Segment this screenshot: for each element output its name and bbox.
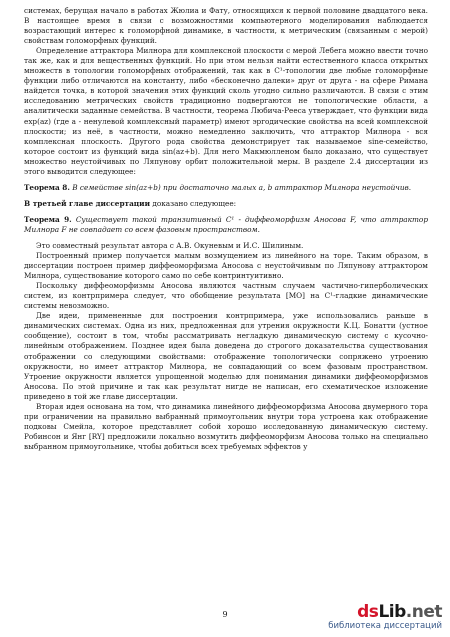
dslib-brand-net: .net (405, 602, 442, 622)
dslib-logo (328, 604, 442, 631)
theorem-9-head: Теорема 9. (24, 214, 72, 224)
chapter-three-intro (24, 199, 428, 209)
paragraph-second-idea: Вторая идея основана на том, что динамика линейного диффеоморфизма Аносова двумерного тора при ограничении на правильно выбранный прямоугольник внутри тора устроена как отображение подковы Смейла, которое представляет собой хорошо исследованную динамическую систему. Робинсон и Янг [RY] предложили локально возмутить диффеоморфизм Аносова только на специально выбранном прямоугольнике, чтобы добиться всех требуемых эффектов у (24, 401, 428, 451)
dslib-brand-lib: Lib (378, 602, 406, 622)
theorem-9 (24, 215, 428, 235)
dslib-watermark (328, 604, 442, 631)
paragraph-example: Построенный пример получается малым возмущением из линейного на торе. Таким образом, в диссертации построен пример диффеоморфизма Аносова с неустойчивым по Ляпунову аттрактором Милнора, существование которого само по себе контринтуитивно. (24, 251, 428, 281)
theorem-8-head: Теорема 8. (24, 182, 70, 192)
chapter-three-bold: В третьей главе диссертации (24, 198, 151, 208)
paragraph-anosov: Поскольку диффеоморфизмы Аносова являются частным случаем частично-гиперболических систем, из контрпримера следует, что обобщение результата [MO] на C¹-гладкие динамические системы невозможно. (24, 281, 428, 311)
chapter-three-text: доказано следующее: (150, 198, 237, 208)
paragraph-milnor-definition: Определение аттрактора Милнора для комплексной плоскости с мерой Лебега можно ввести точно так же, как и для вещественных функций. Но при этом нельзя найти естественного класса открытых множеств в топологии голоморфных отображений, так как в C¹-топологии две любые голоморфные функции либо отличаются на константу, либо «бесконечно далеки» друг от друга - на сфере Римана найдется точка, в которой значения этих функций сколь угодно сильно различаются. В связи с этим исследованию метрических свойств традиционно подвергаются не топологические области, а аналитически заданные семейства. В частности, теорема Любича-Рееса утверждает, что функции вида exp(az) (где a - ненулевой комплексный параметр) имеют эргодические свойства на всей комплексной плоскости; из неё, в частности, можно немедленно заключить, что аттрактор Милнора - вся комплексная плоскость. Другого рода свойства демонстрирует так называемое sine-семейство, которое состоит из функций вида sin(az+b). Для него Макмюлленом было доказано, что существует множество неустойчивых по Ляпунову орбит положительной меры. В разделе 2.4 диссертации из этого выводится следующее: (24, 46, 428, 176)
theorem-8-body: В семействе sin(az+b) при достаточно малых a, b аттрактор Милнора неустойчив. (72, 182, 412, 192)
paragraph-two-ideas: Две идеи, примененные для построения контрпримера, уже использовались раньше в динамических системах. Одна из них, предложенная для утрения окружности К.Ц. Бонатти (устное сообщение), состоит в том, чтобы рассматривать негладкую динамическую систему с кусочно-линейным отображением. Позднее идея была доведена до строгого доказательства существования отображении со следующими свойствами: отображение топологически сопряжено утроению окружности, но имеет аттрактор Милнора, не совпадающий со всем фазовым пространством. Утроение окружности является упрощенной моделью для понимания динамики диффеоморфизмов Аносова. По этой причине и так как результат нигде не написан, его схематическое изложение приведено в той же главе диссертации. (24, 311, 428, 401)
dslib-brand-ds: ds (357, 602, 379, 622)
theorem-9-body: Существует такой транзитивный C¹ - диффеоморфизм Аносова F, что аттрактор Милнора F не совпадает со всем фазовым пространством. (24, 214, 428, 234)
dslib-brand (357, 604, 442, 621)
document-body (24, 6, 428, 452)
paragraph-1: системах, берущая начало в работах Жюлиа и Фату, относящихся к первой половине двадцатого века. В настоящее время в связи с возможностями компьютерного моделирования наблюдается возрастающий интерес к голоморфной динамике, в частности, к метрическим (связанным с мерой) свойствам голоморфных функций. (24, 6, 428, 46)
theorem-8 (24, 183, 428, 193)
page-number: 9 (222, 610, 228, 619)
paragraph-joint-result: Это совместный результат автора с А.В. Окуневым и И.С. Шилиным. (36, 240, 304, 250)
dslib-subtitle: библиотека диссертаций (328, 621, 442, 631)
